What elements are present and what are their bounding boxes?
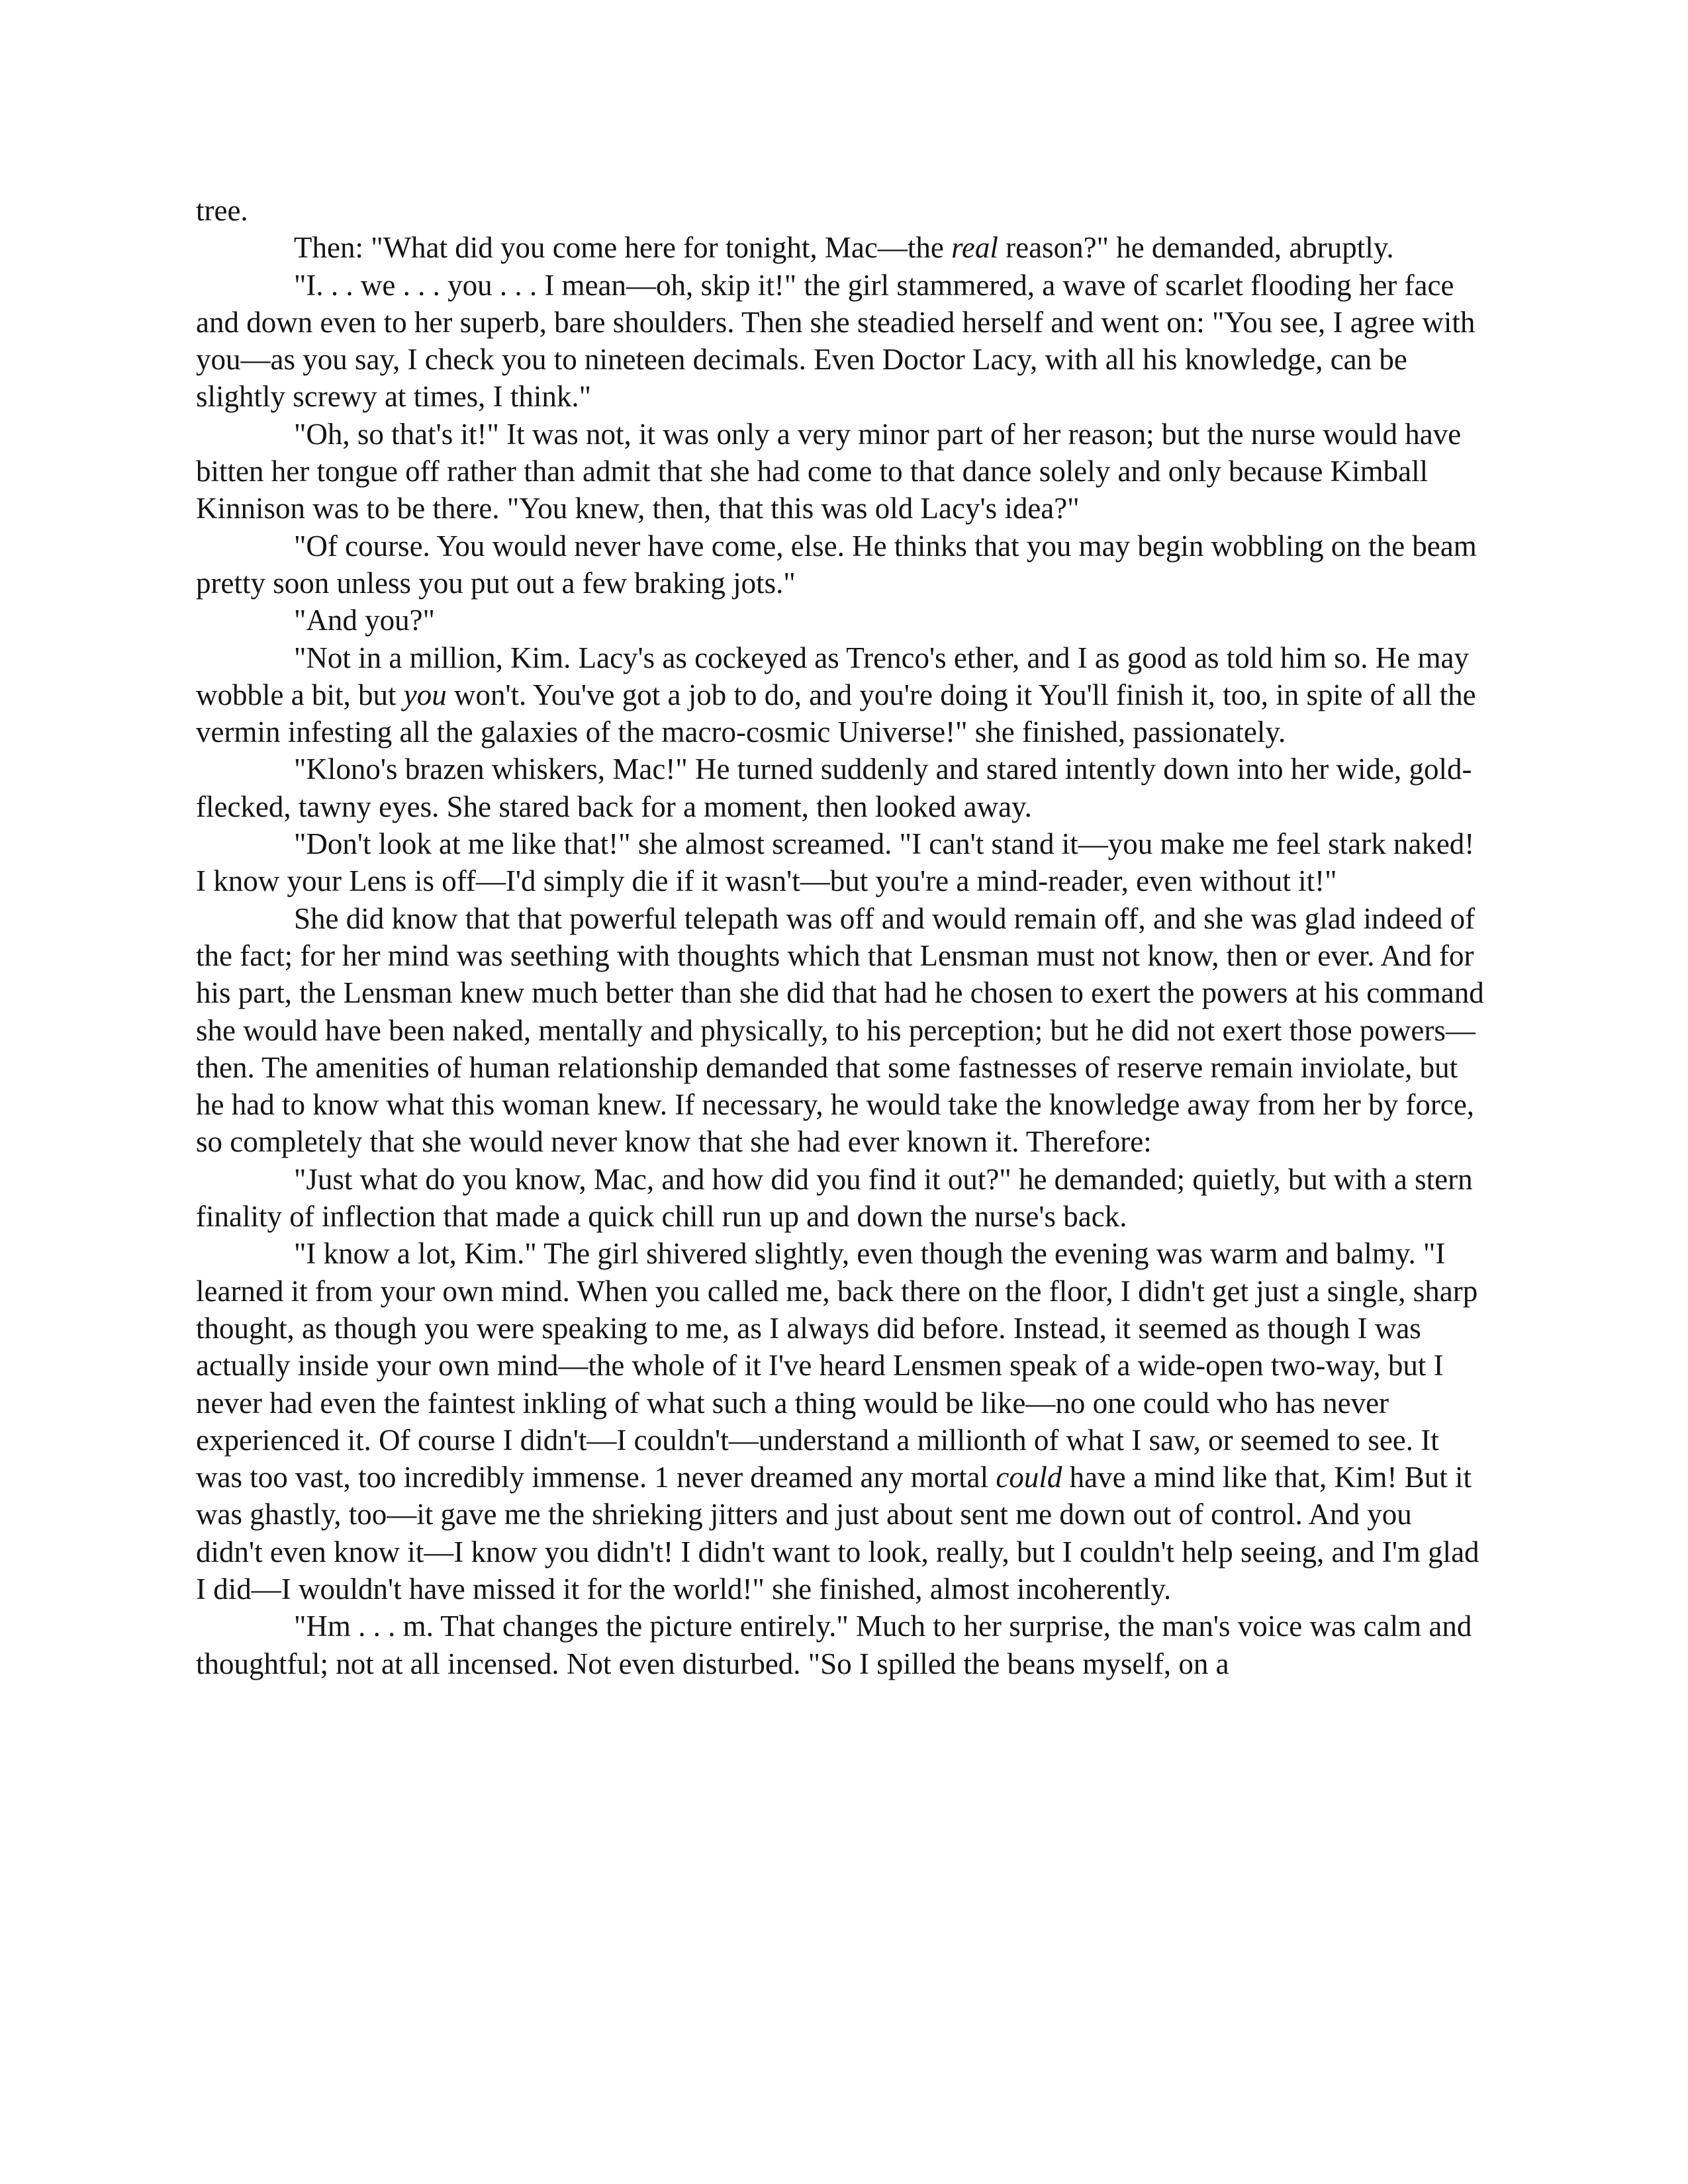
text-run: "Don't look at me like that!" she almost screamed. "I can't stand it—you make me feel stark naked! I know your Lens is off—I'd simply die if it wasn't—but you're a mind-reader, even without it!" xyxy=(196,827,1475,898)
paragraph xyxy=(196,639,1485,751)
paragraph xyxy=(196,416,1485,527)
text-run: "I know a lot, Kim." The girl shivered slightly, even though the evening was warm and balmy. "I learned it from your own mind. When you called me, back there on the floor, I didn't get just a single, sharp thought, as though you were speaking to me, as I always did before. Instead, it seemed as though I was actually inside your own mind—the whole of it I've heard Lensmen speak of a wide-open two-way, but I never had even the faintest inkling of what such a thing would be like—no one could who has never experienced it. Of course I didn't—I couldn't—understand a millionth of what I saw, or seemed to see. It was too vast, too incredibly immense. 1 never dreamed any mortal xyxy=(196,1237,1478,1494)
page-body xyxy=(196,192,1485,1682)
italic-text: real xyxy=(951,231,998,265)
text-run: "Not in a million, Kim. Lacy's as cockeyed as Trenco's ether, and I as good as told him so. He may wobble a bit, but xyxy=(196,641,1469,711)
paragraph xyxy=(196,229,1485,266)
paragraph xyxy=(196,825,1485,900)
paragraph xyxy=(196,1161,1485,1236)
text-run: Then: "What did you come here for tonight, Mac—the xyxy=(294,231,952,265)
text-run: "Just what do you know, Mac, and how did you find it out?" he demanded; quietly, but with a stern finality of inflection that made a quick chill run up and down the nurse's back. xyxy=(196,1162,1473,1234)
text-run: "I. . . we . . . you . . . I mean—oh, skip it!" the girl stammered, a wave of scarlet flooding her face and down even to her superb, bare shoulders. Then she steadied herself and went on: "You see, I agree with you—as you say, I check you to nineteen decimals. Even Doctor Lacy, with all his knowledge, can be slightly screwy at times, I think." xyxy=(196,268,1476,414)
paragraph xyxy=(196,1235,1485,1608)
paragraph xyxy=(196,751,1485,825)
text-run: reason?" he demanded, abruptly. xyxy=(998,231,1394,265)
text-run: "Oh, so that's it!" It was not, it was only a very minor part of her reason; but the nurse would have bitten her tongue off rather than admit that she had come to that dance solely and only because Kimball Kinnison was to be there. "You knew, then, that this was old Lacy's idea?" xyxy=(196,417,1462,525)
text-run: She did know that that powerful telepath was off and would remain off, and she was glad indeed of the fact; for her mind was seething with thoughts which that Lensman must not know, then or ever. And for his part, the Lensman knew much better than she did that had he chosen to exert the powers at his command she would have been naked, mentally and physically, to his perception; but he did not exert those powers—then. The amenities of human relationship demanded that some fastnesses of reserve remain inviolate, but he had to know what this woman knew. If necessary, he would take the knowledge away from her by force, so completely that she would never know that she had ever known it. Therefore: xyxy=(196,901,1484,1159)
paragraph xyxy=(196,527,1485,602)
paragraph xyxy=(196,1608,1485,1682)
paragraph xyxy=(196,267,1485,416)
text-run: "Klono's brazen whiskers, Mac!" He turned suddenly and stared intently down into her wide, gold-flecked, tawny eyes. She stared back for a moment, then looked away. xyxy=(196,752,1472,823)
paragraph xyxy=(196,192,1485,229)
text-run: "Of course. You would never have come, else. He thinks that you may begin wobbling on the beam pretty soon unless you put out a few braking jots." xyxy=(196,529,1477,600)
italic-text: could xyxy=(996,1461,1062,1494)
paragraph xyxy=(196,900,1485,1161)
text-run: "And you?" xyxy=(294,604,435,637)
text-run: tree. xyxy=(196,194,248,227)
paragraph xyxy=(196,602,1485,639)
italic-text: you xyxy=(403,678,447,711)
text-run: "Hm . . . m. That changes the picture entirely." Much to her surprise, the man's voice was calm and thoughtful; not at all incensed. Not even disturbed. "So I spilled the beans myself, on a xyxy=(196,1610,1472,1680)
text-run: won't. You've got a job to do, and you're doing it You'll finish it, too, in spite of all the vermin infesting all the galaxies of the macro-cosmic Universe!" she finished, passionately. xyxy=(196,678,1476,749)
text-run: have a mind like that, Kim! But it was ghastly, too—it gave me the shrieking jitters and just about sent me down out of control. And you didn't even know it—I know you didn't! I didn't want to look, really, but I couldn't help seeing, and I'm glad I did—I wouldn't have missed it for the world!" she finished, almost incoherently. xyxy=(196,1461,1479,1606)
